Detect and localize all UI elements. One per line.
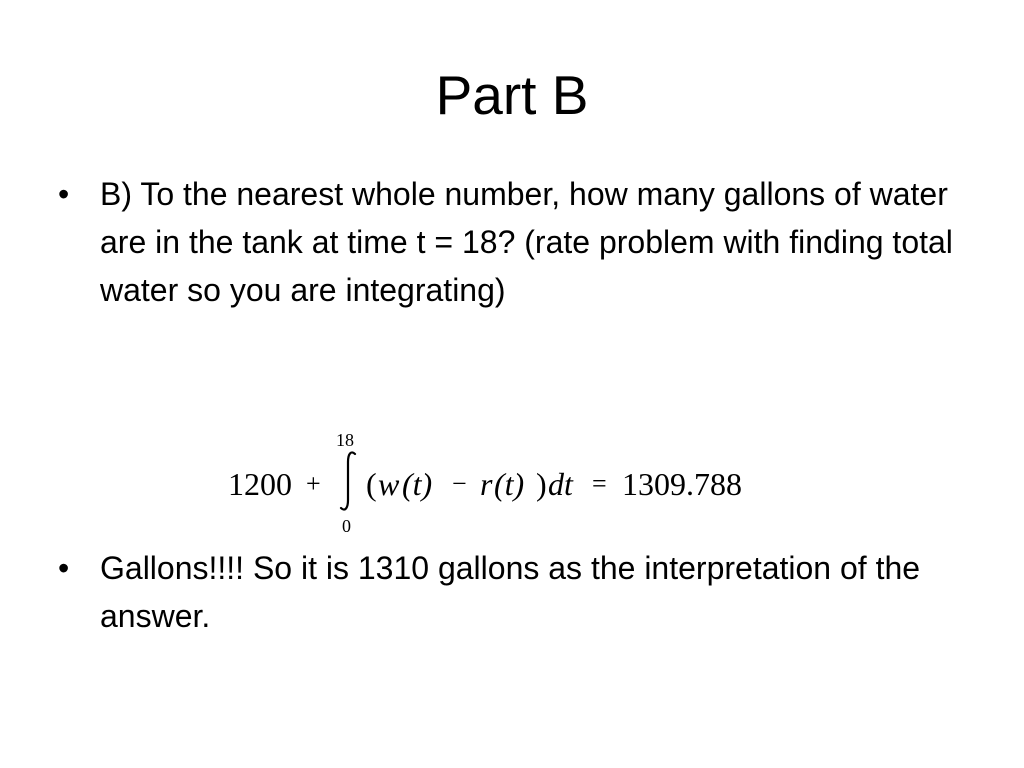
equation-r: r [480,466,493,502]
bullet-marker: • [58,176,70,212]
bullet-item-question [58,170,958,370]
bullet-marker: • [58,550,70,586]
integral-equation [220,422,780,542]
integral-sign-icon [338,450,360,512]
equation-w: w [378,466,400,502]
equation-constant: 1200 [228,466,292,502]
bullet-text: B) To the nearest whole number, how many gallons of water are in the tank at time t = 18? (rate problem with finding total water so you are integrating) [100,176,953,308]
slide-title: Part B [435,64,589,126]
bullet-text: Gallons!!!! So it is 1310 gallons as the interpretation of the answer. [100,550,921,634]
equation-close-paren: ) [536,466,547,502]
equation-upper-limit: 18 [336,430,354,450]
equation-lower-limit: 0 [342,516,351,536]
bullet-item-answer [58,544,958,644]
equation-t-arg-2: (t) [494,466,525,502]
equation-t-arg-1: (t) [402,466,433,502]
equation-open-paren: ( [366,466,377,502]
equation-equals: = [592,469,607,498]
equation-minus: − [452,469,467,498]
equation-result: 1309.788 [622,466,742,502]
equation-dt: dt [548,466,573,502]
equation-plus: + [306,469,321,498]
